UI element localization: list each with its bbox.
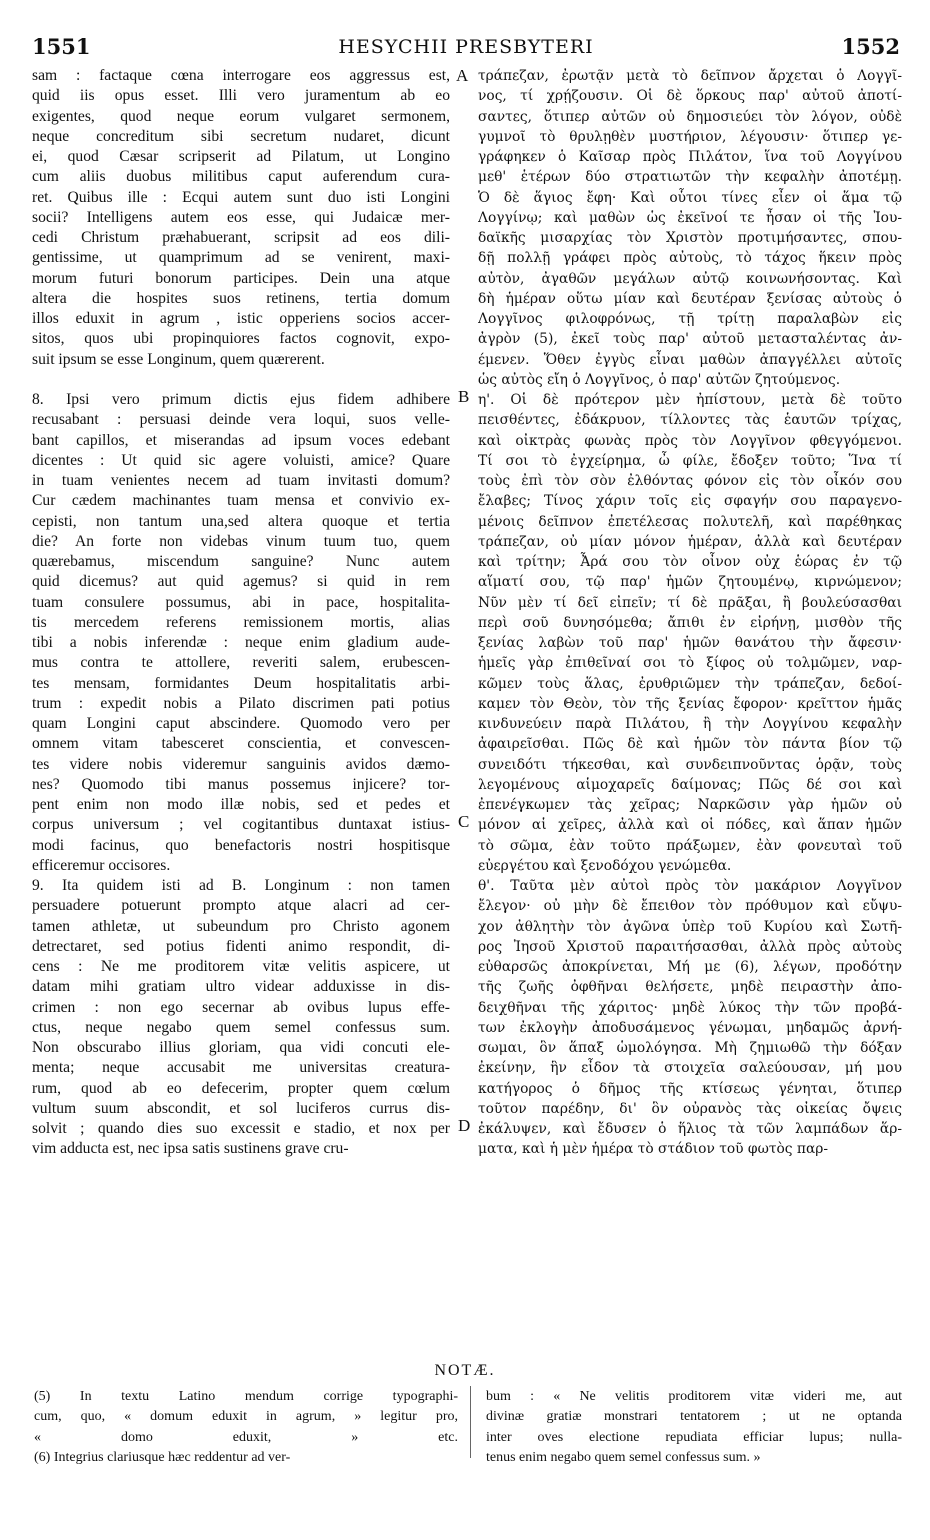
greek-text-line: κατήγορος ὁ δῆμος τῆς κτίσεως γένηται, ὅτιπερ [478, 1080, 902, 1097]
latin-text-line: quam Longini caput abscindere. Quomodo vero per [32, 715, 450, 732]
greek-text-line: ἀφαιρεῖσθαι. Πῶς δὲ καὶ ἡμῶν τὸν πάντα βίον τῷ [478, 736, 902, 753]
greek-text-line: τράπεζαν, οὐ μίαν μόνον ἡμέραν, ἀλλὰ καὶ δευτέραν [478, 533, 902, 550]
latin-text-line: vultum suum abscondit, et sol luciferos currus dis- [32, 1099, 450, 1117]
greek-text-line: ματα, καὶ ἡ μὲν ἡμέρα τὸ στάδιον τοῦ φωτὸς παρ- [478, 1141, 829, 1158]
greek-text-line: δῇ πολλῇ γράφει πρὸς αὐτοὺς, τὸ τάχος ἥκειν πρὸς [478, 250, 902, 267]
greek-text-line: αἵματί σου, τῷ παρ' ἡμῶν ζητουμένῳ, κιρνώμενον; [478, 574, 902, 591]
latin-text-line: Cur cædem machinantes tuam mensa et convivio ex- [32, 492, 450, 510]
note-line: (5) In textu Latino mendum corrige typographi- [34, 1389, 458, 1404]
latin-text-line: pent enim non modo illæ nobis, sed et pedes et [32, 796, 450, 813]
latin-text-line: 9. Ita quidem isti ad B. Longinum : non tamen [32, 877, 450, 894]
latin-text-line: ei, quod Cæsar scripserit ad Pilatum, ut Longino [32, 148, 450, 165]
greek-text-line: ξενίας λαβὼν τοῦ παρ' ἡμῶν θανάτου τὴν ἄφεσιν· [478, 635, 902, 651]
greek-text-line: τοὺς ἐπὶ τὸν σὸν ἐλθόντας φόνον εἰς τὸν οἶκόν σου [478, 473, 902, 489]
greek-text-line: μεθ' ἑτέρων δύο στρατιωτῶν τὴν κεφαλὴν ἀποτέμῃ. [478, 169, 902, 186]
greek-text-line: εὐεργέτου καὶ ξενοδόχου γενώμεθα. [478, 857, 732, 874]
running-header [32, 34, 900, 64]
latin-text-line: ctus, neque negabo quem semel confessus sum. [32, 1018, 450, 1036]
greek-text-line: τὸ σῶμα, ἐὰν τοῦτο πράξωμεν, ἐὰν φονευταὶ τοῦ [478, 837, 902, 854]
greek-text-line: μένοις δεῖπνον ἐπετέλεσας πολυτελῆ, καὶ παρέθηκας [478, 513, 902, 530]
latin-text-line: solvit ; quando dies suo excessit e stadio, et nox per [32, 1120, 450, 1137]
latin-text-line: neque concreditum sibi secretum nudaret, dicunt [32, 127, 450, 145]
greek-text-line: η'. Οἱ δὲ πρότερον μὲν ἠπίστουν, μετὰ δὲ τοῦτο [478, 392, 902, 408]
latin-text-line: tibi a nobis inferendæ : neque enim gladium aude- [32, 634, 450, 651]
latin-text-line: persuadere potuerunt prompto atque alacri ad cer- [32, 897, 450, 915]
greek-text-line: μόνον αἱ χεῖρες, ἀλλὰ καὶ οἱ πόδες, καὶ ἅπαν ἡμῶν [478, 817, 902, 834]
greek-column [478, 66, 902, 1160]
notes-left-column [34, 1388, 458, 1469]
latin-text-line: vim adducta est, nec ipsa satis sustinens grave cru- [32, 1140, 349, 1158]
latin-text-line: cedi Christum præhabuerant, scripsit ad eos dili- [32, 229, 450, 246]
latin-text-line: 8. Ipsi vero primum dictis ejus fidem adhibere [32, 391, 450, 408]
greek-text-line: εὐθαρσῶς ἀποκρίνεται, Μή με (6), λέγων, προδότην [478, 959, 902, 975]
section-marker-b: B [458, 387, 470, 406]
latin-text-line: tis mercedem referens remissionem mortis, alias [32, 613, 450, 631]
latin-text-line: nes? Quomodo tibi manus possemus injicere? tor- [32, 775, 450, 793]
latin-text-line: sitos, quos ubi propinquiores factos cognovit, expo- [32, 330, 450, 348]
greek-text-line: καὶ τρίτην; Ἆρά σου τὸν οἶνον οὐχ ἑώρας ἐν τῷ [478, 554, 902, 570]
note-line: tenus enim negabo quem semel confessus sum. » [486, 1449, 761, 1465]
greek-text-line: ὡς αὐτὸς εἴη ὁ Λογγῖνος, ὁ παρ' αὐτῶν ζητούμενος. [478, 371, 841, 388]
latin-text-line: suit ipsum se esse Longinum, quem quærerent. [32, 350, 325, 368]
latin-text-line: corpus universum ; vel cogitantibus duntaxat istius- [32, 816, 450, 834]
greek-text-line: σωμαι, ὃν ἅπαξ ὡμολόγησα. Μὴ ζημιωθῶ τὴν δόξαν [478, 1040, 902, 1056]
latin-text-line: cum aliis duobus militibus caput auferendum cura- [32, 168, 450, 186]
greek-text-line: θ'. Ταῦτα μὲν αὐτοὶ πρὸς τὸν μακάριον Λογγῖνον [478, 878, 902, 894]
greek-text-line: δὴ ἡμέραν οὕτω μίαν καὶ δευτέραν ξενίσας αὐτοὺς ὁ [478, 290, 902, 307]
latin-text-line: socii? Intelligens autem eos esse, qui Judaicæ mer- [32, 208, 450, 226]
greek-text-line: κῶμεν τοὺς ἅλας, ἐρυθριῶμεν τὴν τράπεζαν, δεδοί- [478, 675, 902, 692]
greek-text-line: Ὁ δὲ ἅγιος ἔφη· Καὶ οὗτοι τίνες εἶεν οἱ ἅμα τῷ [478, 189, 902, 206]
greek-text-line: πεισθέντες, ἐδάκρυον, τίλλοντες τὰς ἑαυτῶν τρίχας, [478, 412, 902, 429]
greek-text-line: των ἐκλογὴν ἀποδυσάμενος γένωμαι, μηδαμῶς ἀρνή- [478, 1019, 902, 1036]
latin-text-line: tamen athletæ, ut subeundum pro Christo agonem [32, 917, 450, 935]
latin-text-line: sam : factaque cœna interrogare eos aggressus est, [32, 67, 450, 84]
greek-text-line: ἐπενέγκωμεν τὰς χεῖρας; Ναρκῶσιν γὰρ ἡμῶν οὐ [478, 797, 902, 813]
note-line: cum, quo, « domum eduxit in agrum, » legitur pro, [34, 1409, 458, 1425]
page-number-left: 1551 [32, 34, 91, 59]
latin-text-line: gentissime, ut quamprimum ad se venirent, maxi- [32, 249, 450, 267]
greek-text-line: ἔλεγον· οὐ μὴν δὲ ἔπειθον τὸν πρόθυμον καὶ εὔψυ- [478, 898, 902, 915]
page-number-right: 1552 [841, 34, 900, 59]
greek-text-line: Τί σοι τὸ ἐγχείρημα, ὦ φίλε, ἔδοξεν τοῦτο; Ἵνα τί [478, 452, 902, 469]
greek-text-line: ἔλαβες; Τίνος χάριν τοῖς εἰς σφαγήν σου παραγενο- [478, 493, 902, 510]
latin-text-line: dicentes : Ut quid sic agere voluisti, amice? Quare [32, 451, 450, 469]
latin-column [32, 66, 450, 1160]
latin-text-line: cens : Ne me proditorem vitæ velitis aspicere, ut [32, 958, 450, 975]
latin-text-line: tes videre nobis videremur sanguinis avidos dæmo- [32, 755, 450, 773]
latin-text-line: tuam consulere possumus, abi in pace, hospitalita- [32, 593, 450, 611]
notes-heading: NOTÆ. [434, 1362, 496, 1379]
greek-text-line: ρος Ἰησοῦ Χριστοῦ παραιτήσασθαι, ἀλλὰ πρὸς αὐτοὺς [478, 938, 902, 955]
latin-text-line: efficeremur occisores. [32, 856, 171, 874]
latin-text-line: morum futuri bonorum participes. Dein una atque [32, 269, 450, 287]
latin-text-line: datam mihi gratiam ultro videar adduxisse in dis- [32, 978, 450, 996]
greek-text-line: κινδυνεύειν παρὰ Πιλάτου, ἢ τὴν Λογγίνου κεφαλὴν [478, 716, 902, 732]
latin-text-line: menta; neque accusabit me universitas creatura- [32, 1059, 450, 1077]
greek-text-line: συνειδότι τήκεσθαι, καὶ συνδειπνοῦντας ὁρᾷν, τοὺς [478, 756, 902, 773]
greek-text-line: χον ἀθλητὴν τὸν ἀγῶνα ὑπὲρ τοῦ Κυρίου καὶ Σωτῆ- [478, 918, 902, 935]
greek-text-line: τοῦτον παρέδην, δι' ὃν οὐρανὸς τὰς οἰκείας ὄψεις [478, 1100, 902, 1117]
latin-text-line: Non obscurabo illius gloriam, qua vidi concuti ele- [32, 1039, 450, 1056]
latin-text-line: tes mensam, formidantes Deum hospitalitatis arbi- [32, 674, 450, 692]
greek-text-line: γράφηκεν ὁ Καῖσαρ πρὸς Πιλάτον, ἵνα τοῦ Λογγίνου [478, 149, 902, 165]
greek-text-line: σαντες, ὅτιπερ αὐτῶν οὐ δημοσιεύει τὸν λόγον, οὐδὲ [478, 108, 902, 125]
latin-text-line: illos eduxit in agrum , istic opperiens socios accer- [32, 310, 450, 327]
latin-text-line: modi facinus, quo benefactoris nostri hospitisque [32, 836, 450, 854]
greek-text-line: νος, τί χρῄζουσιν. Οἱ δὲ ὅρκους παρ' αὐτοῦ ἀποτί- [478, 88, 902, 105]
latin-text-line: in tuam venientes necem ad tuam invitasti domum? [32, 472, 450, 489]
note-line: « domo eduxit, » etc. [34, 1429, 458, 1445]
running-title: HESYCHII PRESBYTERI [338, 36, 594, 58]
latin-text-line: detrectaret, sed potius fidenti animo respondit, di- [32, 937, 450, 955]
latin-text-line: altera die hospites suos retinens, tertia domum [32, 289, 450, 307]
note-line: (6) Integrius clariusque hæc reddentur ad ver- [34, 1449, 291, 1465]
greek-text-line: Λογγίνῳ; καὶ μαθὼν ὡς ἐκεῖνοί τε ἦσαν οἱ τῆς Ἰου- [478, 209, 902, 226]
latin-text-line: ret. Quibus ille : Ecqui autem sunt duo isti Longini [32, 188, 450, 206]
latin-text-line: cepisti, non tantum una,sed altera quoque et tertia [32, 512, 450, 530]
latin-text-line: trum : expedit nobis a Pilato discrimen pati potius [32, 694, 450, 712]
note-line: inter oves electione repudiata efficiar lupus; nulla- [486, 1429, 902, 1445]
greek-text-line: τράπεζαν, ἐρωτᾷν μετὰ τὸ δεῖπνον ἄρχεται ὁ Λογγῖ- [478, 68, 902, 84]
latin-text-line: quærebamus, miscendum sanguine? Nunc autem [32, 553, 450, 570]
latin-text-line: quid dicemus? aut quid agemus? si quid in rem [32, 573, 450, 591]
latin-text-line: die? An forte non videbas vinum tuum tuo, quem [32, 532, 450, 550]
latin-text-line: crimen : non ego secernar ab ovibus lupus effe- [32, 998, 450, 1016]
section-marker-c: C [458, 812, 470, 831]
greek-text-line: δειχθῆναι τῆς χάριτος· μηδὲ λύκος τὴν τῶν προβά- [478, 999, 902, 1016]
note-line: divinæ gratiæ monstrari tentatorem ; ut ne optanda [486, 1409, 902, 1425]
greek-text-line: έμενεν. Ὅθεν ἐγγὺς εἶναι μαθὼν ἀπαγγέλλει αὐτοῖς [478, 351, 902, 368]
greek-text-line: ἐκείνην, ἣν εἶδον τὰ στοιχεῖα σαλεύουσαν, μή μου [478, 1060, 902, 1077]
greek-text-line: καὶ οἰκτρὰς φωνὰς πρὸς τὸν Λογγῖνον φθεγγόμενοι. [478, 432, 902, 449]
greek-text-line: αὐτὸν, ἀγαθῶν μεγάλων αὐτῷ κοινωνήσοντας. Καὶ [478, 270, 902, 287]
greek-text-line: ἐκάλυψεν, καὶ ἔδυσεν ὁ ἥλιος τὰ τῶν λαμπάδων ἅρ- [478, 1121, 902, 1137]
greek-text-line: ἡμεῖς γὰρ ἐπιθεῖναί σοι τὸ ξίφος οὐ τολμῶμεν, ναρ- [478, 655, 902, 672]
note-line: bum : « Ne velitis proditorem vitæ videri me, aut [486, 1389, 902, 1404]
greek-text-line: καμεν τὸν Θεὸν, τὸν τῆς ξενίας ἔφορον· κρεῖττον ἡμᾶς [478, 695, 902, 712]
notes-right-column [486, 1388, 902, 1469]
greek-text-line: δαϊκῆς μισαρχίας τὸν Χριστὸν προτιμήσαντες, σπου- [478, 230, 902, 246]
greek-text-line: Νῦν μὲν τί δεῖ εἰπεῖν; τί δὲ πρᾶξαι, ἢ βουλεύσασθαι [478, 594, 902, 611]
latin-text-line [32, 370, 450, 390]
notes-divider [470, 1386, 471, 1458]
greek-text-line: Λογγῖνος φιλοφρόνως, τῇ τρίτῃ παραλαβὼν εἰς [478, 311, 902, 327]
greek-text-line: λεγομένους αἱμοχαρεῖς δαίμονας; Πῶς δέ σοι καὶ [478, 776, 902, 793]
latin-text-line: omnem vitam tabesceret conscientia, et convescen- [32, 735, 450, 753]
greek-text-line: περὶ σοῦ δυνησόμεθα; ἄπιθι ἐν εἰρήνῃ, μισθὸν τῆς [478, 614, 902, 631]
greek-text-line: ἀγρὸν (5), ἐκεῖ τοὺς παρ' αὐτοῦ μετασταλέντας ἀν- [478, 331, 902, 348]
latin-text-line: bant capillos, et miserandas ad ipsum voces edebant [32, 431, 450, 449]
section-marker-a: A [456, 66, 469, 85]
latin-text-line: mus contra te attollere, reveriti salem, erubescen- [32, 654, 450, 672]
section-marker-d: D [458, 1116, 471, 1135]
latin-text-line: exigentes, quod neque eorum vulgaret sermonem, [32, 107, 450, 125]
greek-text-line: γυμνοῖ τὸ θρυλῃθὲν μυστήριον, λέγουσιν· ὅτιπερ γε- [478, 128, 902, 145]
greek-text-line: τῆς ζωῆς ὀφθῆναι θελήσετε, μηδὲ πειραστὴν ἀπο- [478, 979, 902, 996]
latin-text-line: recusabant : persuasi deinde vera loqui, suos velle- [32, 411, 450, 429]
latin-text-line: rum, quod ab eo defecerim, propter quem cœlum [32, 1079, 450, 1097]
latin-text-line: quid iis opus esset. Illi vero juramentum ab eo [32, 87, 450, 105]
